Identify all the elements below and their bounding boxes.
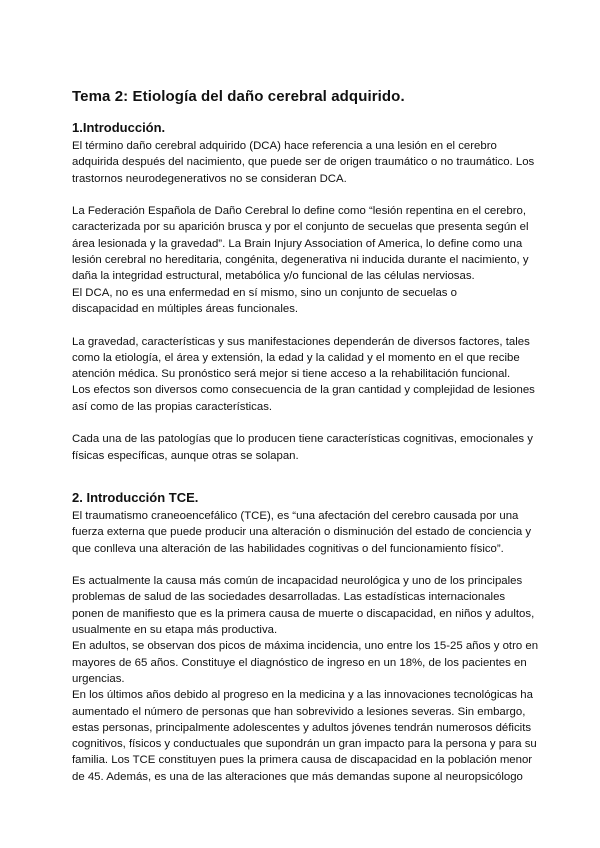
text-line: área lesionada y la gravedad”. La Brain Injury Association of America, lo define como una xyxy=(72,237,523,250)
text-line: El DCA, no es una enfermedad en sí mismo, sino un conjunto de secuelas o xyxy=(72,286,457,299)
paragraph xyxy=(72,508,552,557)
text-line: Es actualmente la causa más común de incapacidad neurológica y uno de los principales xyxy=(72,575,523,588)
text-line: como la etiología, el área y extensión, la edad y la calidad y el momento en el que recibe xyxy=(72,351,520,364)
text-line: trastornos neurodegenerativos no se consideran DCA. xyxy=(72,172,347,185)
text-line: así como de las propias características. xyxy=(72,400,273,413)
text-line: El traumatismo craneoencefálico (TCE), es “una afectación del cerebro causada por una xyxy=(72,509,519,522)
text-line: de 45. Además, es una de las alteraciones que más demandas supone al neuropsicólogo xyxy=(72,770,523,783)
text-line: urgencias. xyxy=(72,672,125,685)
text-line: fuerza externa que puede producir una alteración o disminución del estado de conciencia y xyxy=(72,526,532,539)
text-line: físicas específicas, aunque otras se solapan. xyxy=(72,449,299,462)
document-page xyxy=(72,88,552,785)
text-line: En adultos, se observan dos picos de máxima incidencia, uno entre los 15-25 años y otro en xyxy=(72,640,539,653)
text-line: El término daño cerebral adquirido (DCA) hace referencia a una lesión en el cerebro xyxy=(72,140,497,152)
paragraph xyxy=(72,203,552,317)
text-line: En los últimos años debido al progreso en la medicina y a las innovaciones tecnológicas ha xyxy=(72,689,533,702)
text-line: estas personas, principalmente adolescentes y adultos jóvenes tendrán numerosos déficits xyxy=(72,721,532,734)
text-line: cognitivos, físicos y conductuales que supondrán un gran impacto para la persona y para su xyxy=(72,738,537,751)
text-line: mayores de 65 años. Constituye el diagnóstico de ingreso en un 18%, de los pacientes en xyxy=(72,656,527,669)
paragraph xyxy=(72,138,552,187)
paragraph xyxy=(72,431,552,464)
paragraph xyxy=(72,573,552,785)
document-title: Tema 2: Etiología del daño cerebral adquirido. xyxy=(72,88,405,105)
text-line: Los efectos son diversos como consecuencia de la gran cantidad y complejidad de lesiones xyxy=(72,384,535,397)
text-line: daña la integridad estructural, metabólica y/o funcional de las células nerviosas. xyxy=(72,270,475,283)
document-body xyxy=(72,120,552,785)
paragraph xyxy=(72,334,552,415)
text-line: atención médica. Su pronóstico será mejor si tiene acceso a la rehabilitación funcional. xyxy=(72,368,511,381)
text-line: La gravedad, características y sus manifestaciones dependerán de diversos factores, tales xyxy=(72,335,530,348)
text-line: lesión cerebral no hereditaria, congénita, degenerativa ni inducida durante el nacimiento, y xyxy=(72,254,529,267)
text-line: problemas de salud de las sociedades desarrolladas. Las estadísticas internacionales xyxy=(72,591,506,604)
text-line: La Federación Española de Daño Cerebral lo define como “lesión repentina en el cerebro, xyxy=(72,205,527,218)
section-heading: 2. Introducción TCE. xyxy=(72,489,199,505)
section-heading: 1.Introducción. xyxy=(72,120,166,135)
text-line: caracterizada por su aparición brusca y por el conjunto de secuelas que presenta según el xyxy=(72,221,529,234)
text-line: ponen de manifiesto que es la primera causa de muerte o discapacidad, en niños y adultos, xyxy=(72,607,535,620)
text-line: que conlleva una alteración de las habilidades cognitivas o del funcionamiento físico”. xyxy=(72,542,504,555)
text-line: Cada una de las patologías que lo producen tiene características cognitivas, emocionales y xyxy=(72,433,533,446)
text-line: aumentado el número de personas que han sobrevivido a lesiones severas. Sin embargo, xyxy=(72,705,526,718)
text-line: usualmente en su etapa más productiva. xyxy=(72,624,278,637)
text-line: discapacidad en múltiples áreas funcionales. xyxy=(72,302,299,315)
text-line: familia. Los TCE constituyen pues la primera causa de discapacidad en la población menor xyxy=(72,754,533,767)
text-line: adquirida después del nacimiento, que puede ser de origen traumático o no traumático. Los xyxy=(72,156,535,169)
